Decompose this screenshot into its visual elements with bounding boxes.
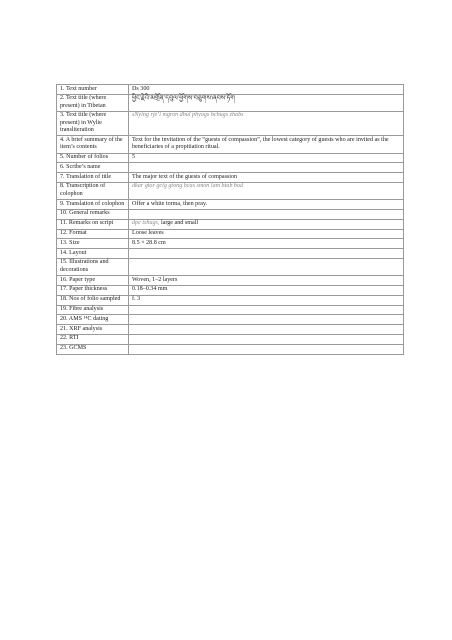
field-label: 7. Translation of title bbox=[57, 173, 129, 183]
field-value bbox=[129, 276, 404, 286]
table-row bbox=[57, 285, 404, 295]
field-value bbox=[129, 315, 404, 325]
field-label: 2. Text title (where present) in Tibetan bbox=[57, 94, 129, 111]
field-value bbox=[129, 136, 404, 153]
field-label: 17. Paper thickness bbox=[57, 285, 129, 295]
field-value bbox=[129, 325, 404, 335]
field-value-text: 5 bbox=[132, 154, 136, 160]
field-value-text: sNying rje’i mgron dbul phyogs bchugs zhabs bbox=[132, 112, 244, 119]
table-row bbox=[57, 219, 404, 229]
table-row bbox=[57, 229, 404, 239]
field-value bbox=[129, 334, 404, 344]
field-value bbox=[129, 229, 404, 239]
field-value bbox=[129, 285, 404, 295]
field-label: 19. Fibre analysis bbox=[57, 305, 129, 315]
table-row bbox=[57, 258, 404, 275]
field-label: 22. RTI bbox=[57, 334, 129, 344]
table-row bbox=[57, 136, 404, 153]
field-label: 9. Translation of colophon bbox=[57, 200, 129, 210]
field-value bbox=[129, 173, 404, 183]
field-label: 10. General remarks bbox=[57, 209, 129, 219]
field-label: 13. Size bbox=[57, 239, 129, 249]
field-value-text: Woven, 1–2 layers bbox=[132, 276, 178, 283]
field-value-text: Ds 300 bbox=[132, 85, 150, 92]
field-label: 16. Paper type bbox=[57, 276, 129, 286]
field-value-italic: dpe tshugs, bbox=[132, 220, 160, 227]
field-value-text: Offer a white torma, then pray. bbox=[132, 200, 208, 207]
table-row bbox=[57, 173, 404, 183]
field-label: 1. Text number bbox=[57, 85, 129, 95]
table-row bbox=[57, 325, 404, 335]
field-value bbox=[129, 182, 404, 199]
field-value-text: 8.5 × 28.8 cm bbox=[132, 239, 166, 246]
field-label: 3. Text title (where present) in Wylie transliteration bbox=[57, 111, 129, 135]
table-row bbox=[57, 305, 404, 315]
table-row bbox=[57, 200, 404, 210]
field-label: 8. Transcription of colophon bbox=[57, 182, 129, 199]
field-value-text: ཕྱིང་རྗེའི་མགྲོན་དབུལ་ཕྱོགས་བཅུགས་ཞབས་ཏོག bbox=[132, 94, 235, 103]
table-row bbox=[57, 295, 404, 305]
field-value bbox=[129, 249, 404, 259]
field-value bbox=[129, 209, 404, 219]
field-value bbox=[129, 200, 404, 210]
table-row bbox=[57, 94, 404, 111]
field-value bbox=[129, 344, 404, 354]
table-row bbox=[57, 334, 404, 344]
catalogue-table-body bbox=[57, 85, 404, 355]
field-value-text: f. 3 bbox=[132, 296, 141, 303]
field-value bbox=[129, 295, 404, 305]
table-row bbox=[57, 276, 404, 286]
field-label: 21. XRF analysis bbox=[57, 325, 129, 335]
field-label: 11. Remarks on script bbox=[57, 219, 129, 229]
field-value bbox=[129, 258, 404, 275]
field-value bbox=[129, 85, 404, 95]
table-row bbox=[57, 163, 404, 173]
table-row bbox=[57, 315, 404, 325]
table-row bbox=[57, 209, 404, 219]
field-label: 4. A brief summary of the item’s contents bbox=[57, 136, 129, 153]
field-label: 18. Nos of folio sampled bbox=[57, 295, 129, 305]
field-value bbox=[129, 163, 404, 173]
field-label: 23. GCMS bbox=[57, 344, 129, 354]
field-value-text: Text for the invitation of the “guests of compassion”, the lowest category of guests who are invited as the beneficiaries of a propitiation ritual. bbox=[132, 136, 389, 151]
field-label: 12. Format bbox=[57, 229, 129, 239]
field-value-text: The major text of the guests of compassion bbox=[132, 173, 238, 180]
field-value-text: Loose leaves bbox=[132, 230, 164, 236]
field-label: 20. AMS ¹⁴C dating bbox=[57, 315, 129, 325]
field-label: 5. Number of folios bbox=[57, 153, 129, 163]
field-label: 14. Layout bbox=[57, 249, 129, 259]
table-row bbox=[57, 85, 404, 95]
table-row bbox=[57, 111, 404, 135]
field-value bbox=[129, 239, 404, 249]
field-value bbox=[129, 111, 404, 135]
field-value bbox=[129, 153, 404, 163]
table-row bbox=[57, 182, 404, 199]
table-row bbox=[57, 249, 404, 259]
field-value bbox=[129, 305, 404, 315]
field-value bbox=[129, 219, 404, 229]
table-row bbox=[57, 344, 404, 354]
catalogue-table bbox=[56, 84, 404, 355]
table-row bbox=[57, 153, 404, 163]
field-label: 15. Illustrations and decorations bbox=[57, 258, 129, 275]
field-value-plain: large and small bbox=[159, 220, 199, 227]
table-row bbox=[57, 239, 404, 249]
field-value bbox=[129, 94, 404, 111]
field-value-text: 0.18–0.34 mm bbox=[132, 286, 168, 293]
field-value-text: dkar gtor gcig gtong bcas smon lam btab bod bbox=[132, 183, 244, 190]
field-label: 6. Scribe’s name bbox=[57, 163, 129, 173]
